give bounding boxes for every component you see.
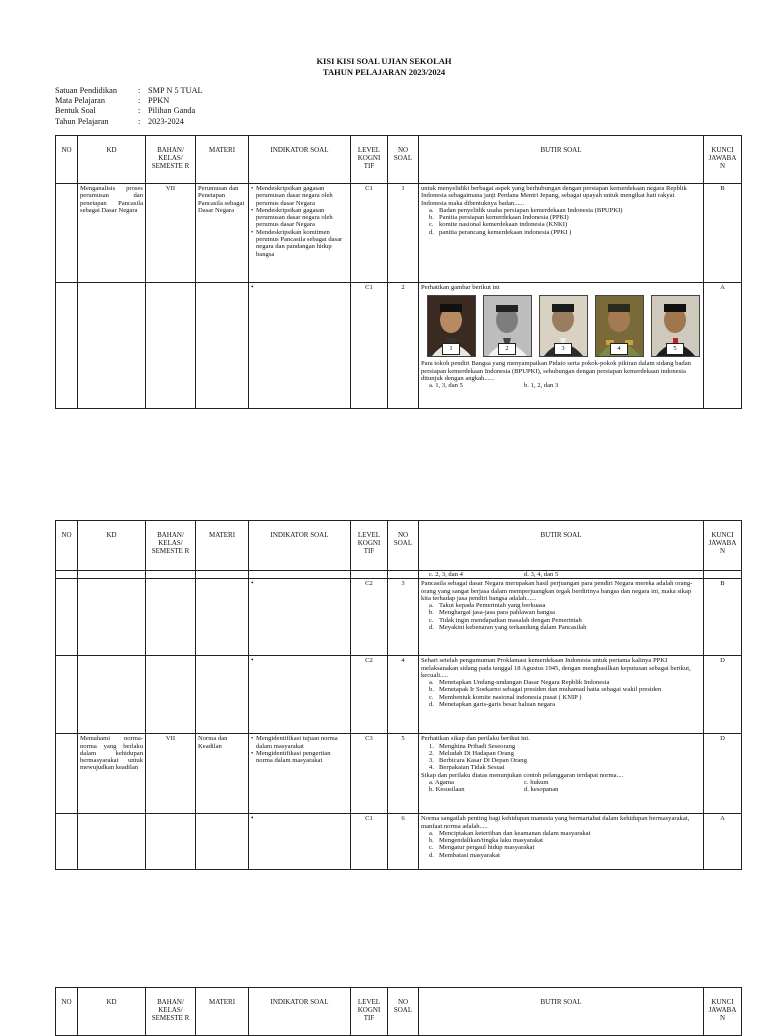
question-text: untuk menyelidiki berbagai aspek yang berhubungan dengan persiapan kemerdekaan negara Repblik Indonesia sebagaimana janji Perdana Mentri Jepang, sebagai upayah untuk mengikat hati rakyat Indonesia maka dibentuknya badan...... [421, 185, 687, 207]
option-a: a. Takut kepada Pemerintah yang berkuasa [429, 602, 546, 610]
header-materi: MATERI [196, 136, 249, 184]
options-row [421, 779, 701, 786]
kunci-cell: B [704, 184, 742, 283]
option-b: b. 1, 2, dan 3 [524, 382, 559, 390]
level-cell: C2 [351, 579, 388, 656]
option-c: c. 2, 3, dan 4 [429, 571, 463, 578]
founder-photo-2: 2 [483, 295, 532, 357]
bahan-cell: VII [146, 734, 196, 814]
table-row [56, 184, 742, 283]
table-row [56, 283, 742, 409]
meta-row-school: Satuan Pendidikan : SMP N 5 TUAL [55, 86, 203, 95]
document-title: KISI KISI SOAL UJIAN SEKOLAH [316, 56, 452, 66]
no-soal-cell: 3 [388, 579, 419, 656]
question-text: Norma sangatlah penting bagi kehidupan manusia yang bermartabat dalam kehidupan bermasyarakat, manfaat norma adalah..... [421, 815, 690, 830]
option-b: b. Mengendalikan/tingka laku masyarakat [429, 837, 543, 845]
option-a: a. Menciptakan ketertiban dan keamanan dalam masyarakat [429, 829, 591, 837]
kd-cell: Menganalisis proses perumusan dan penetapan Pancasila sebagai Dasar Negara [78, 184, 146, 283]
no-soal-cell: 1 [388, 184, 419, 283]
header-level: LEVEL KOGNI TIF [351, 136, 388, 184]
header-no: NO [56, 136, 78, 184]
indikator-item: • Mengidentifikasi tujuan norma dalam masyarakat [251, 735, 348, 750]
butir-cell [419, 734, 704, 814]
butir-cell [419, 814, 704, 870]
list-item: 4. Berpakaian Tidak Sesuai [429, 764, 505, 772]
kunci-cell: D [704, 656, 742, 734]
no-soal-cell: 4 [388, 656, 419, 734]
header-butir: BUTIR SOAL [419, 988, 704, 1036]
butir-cell [419, 579, 704, 656]
option-d: d. Meyakini kebenaran yang terkandung dalam Pancasilah [429, 624, 587, 632]
kunci-cell: A [704, 814, 742, 870]
header-butir: BUTIR SOAL [419, 136, 704, 184]
kunci-cell: D [704, 734, 742, 814]
indikator-cell [249, 184, 351, 283]
header-bahan: BAHAN/ KELAS/ SEMESTE R [146, 521, 196, 571]
header-butir: BUTIR SOAL [419, 521, 704, 571]
header-level: LEVEL KOGNI TIF [351, 988, 388, 1036]
bahan-cell: VII [146, 184, 196, 283]
options-row [421, 786, 701, 793]
table-row [56, 814, 742, 870]
header-level: LEVEL KOGNI TIF [351, 521, 388, 571]
butir-cell [419, 571, 704, 579]
header-kunci: KUNCI JAWABA N [704, 988, 742, 1036]
header-no-soal: NO SOAL [388, 136, 419, 184]
founder-photo-3: 3 [539, 295, 588, 357]
indikator-cell [249, 734, 351, 814]
question-text: Pancasila sebagai dasar Negara merupakan hasil perjuangan para pendiri Negara mereka adalah orang-orang yang sangat berjasa dalam memperjuangkan tegak berdirinya bangsa dan negara ini, maka sikap kita terhadap jasa pendiri bangsa adalah...... [421, 580, 693, 602]
document-subtitle: TAHUN PELAJARAN 2023/2024 [322, 67, 446, 77]
option-c: c. Tidak ingin mendapatkan masalah dengan Pemerintah [429, 616, 582, 624]
table-header-row [56, 521, 742, 571]
options-row [421, 571, 701, 578]
option-a: a. Badan penyelidik usaha persiapan kemerdekaan Indonesia (BPUPKI) [429, 206, 623, 214]
question-text: Para tokoh pendiri Bangsa yang menyampaikan Pidato serta pokok-pokok pikiran dalam sidang badan persiapan kemerdekaan Indonesia (BPUPKI), sehubungan dengan persiapan kemerdekaan indonesia ditunjuk dengan angkah...... [421, 360, 691, 382]
list-item: 1. Menghina Pribadi Seseorang [429, 742, 516, 750]
meta-row-subject: Mata Pelajaran : PPKN [55, 96, 170, 106]
indikator-item: • Mendeskripsikan gagasan perumusan dasar negara oleh perumus dasar Negara [251, 185, 348, 207]
option-c: c. hukum [524, 779, 549, 787]
kd-cell: Memahami norma-norma yang berlaku dalam kehidupan bermasyarakat untuk mewujudkan keadilan [78, 734, 146, 814]
header-no-soal: NO SOAL [388, 521, 419, 571]
header-kunci: KUNCI JAWABA N [704, 136, 742, 184]
table-row [56, 656, 742, 734]
level-cell: C2 [351, 656, 388, 734]
list-item: 3. Berbicara Kasar Di Depan Orang [429, 757, 527, 765]
identity-block [55, 86, 203, 127]
kunci-cell: B [704, 579, 742, 656]
question-text: Sikap dan perilaku diatas menunjukan contoh pelanggaran terdapat norma.... [421, 771, 624, 779]
founder-photo-1: 1 [427, 295, 476, 357]
option-a: a. 1, 3, dan 5 [429, 382, 463, 390]
option-c: c. Membentuk komite nasional indonesia pusat ( KNIP ) [429, 693, 582, 701]
indikator-cell: • [249, 656, 351, 734]
header-indikator: INDIKATOR SOAL [249, 136, 351, 184]
option-c: c. komite nasional kemerdekaan indonesia (KNKI) [429, 221, 568, 229]
table-header-row [56, 136, 742, 184]
indikator-item: • Mengidentifikasi pengertian norma dalam masyarakat [251, 750, 348, 765]
question-text: Sehari setelah pengumuman Proklamasi kemerdekaan Indonesia untuk pertama kalinya PPKI melaksanakan sidang pada tanggal 18 Agustus 1945, dengan menghasilkan keputusan sebagai berikut, kecuali..... [421, 657, 691, 679]
option-a: a. Agama [429, 779, 454, 787]
kisi-table-page1 [55, 135, 742, 409]
table-row [56, 571, 742, 579]
meta-value: SMP N 5 TUAL [148, 86, 203, 95]
no-soal-cell: 5 [388, 734, 419, 814]
header-kd: KD [78, 521, 146, 571]
kunci-cell: A [704, 283, 742, 409]
level-cell: C1 [351, 283, 388, 409]
meta-row-year: Tahun Pelajaran : 2023-2024 [55, 116, 184, 126]
option-d: d. Menetapkan garis-garis besar haluan negara [429, 701, 556, 709]
header-no: NO [56, 988, 78, 1036]
header-materi: MATERI [196, 988, 249, 1036]
kisi-table-page3 [55, 987, 742, 1036]
header-kd: KD [78, 136, 146, 184]
header-no: NO [56, 521, 78, 571]
table-header-row [56, 988, 742, 1036]
butir-cell [419, 184, 704, 283]
options-row [421, 382, 701, 389]
founder-photos [427, 295, 701, 357]
level-cell: C1 [351, 184, 388, 283]
header-indikator: INDIKATOR SOAL [249, 521, 351, 571]
header-materi: MATERI [196, 521, 249, 571]
list-item: 2. Meludah Di Hadapan Orang [429, 749, 514, 757]
materi-cell: Norma dan Keadilan [196, 734, 249, 814]
option-b: b. Kesusilaan [429, 786, 465, 794]
level-cell: C3 [351, 734, 388, 814]
no-soal-cell: 2 [388, 283, 419, 409]
header-indikator: INDIKATOR SOAL [249, 988, 351, 1036]
meta-value: 2023-2024 [148, 116, 184, 126]
header-kd: KD [78, 988, 146, 1036]
indikator-cell: • [249, 283, 351, 409]
option-b: b. Panitia persiapan kemerdekaan Indonesia (PPKI) [429, 214, 569, 222]
level-cell: C1 [351, 814, 388, 870]
indikator-item: • Mendeskripsikan gagasan perumusan dasar negara oleh perumus dasar Negara [251, 207, 348, 229]
option-c: c. Mengatur pergaul hidup masyarakat [429, 844, 535, 852]
option-d: d. Membatasi masyarakat [429, 851, 500, 859]
indikator-cell: • [249, 814, 351, 870]
question-intro: Perhatikan sikap dan perilaku berikut ini. [421, 735, 530, 743]
table-row [56, 579, 742, 656]
header-no-soal: NO SOAL [388, 988, 419, 1036]
no-soal-cell: 6 [388, 814, 419, 870]
header-bahan: BAHAN/ KELAS/ SEMESTE R [146, 136, 196, 184]
meta-value: Pilihan Ganda [148, 106, 196, 116]
option-d: d. panitia perancang kemerdekaan indonesia (PPKI ) [429, 228, 572, 236]
header-kunci: KUNCI JAWABA N [704, 521, 742, 571]
materi-cell: Perumusan dan Penetapan Pancasila sebagai Dasar Negara [196, 184, 249, 283]
founder-photo-4: 4 [595, 295, 644, 357]
kisi-table-page2 [55, 520, 742, 870]
option-b: b. Menetapak Ir Soekarno sebagai presiden dan muhamad hatta sebagai wakil presiden [429, 686, 662, 694]
option-d: d. kesopanan [524, 786, 559, 794]
indikator-cell: • [249, 579, 351, 656]
table-row [56, 734, 742, 814]
butir-cell [419, 656, 704, 734]
indikator-item: • Mendeskripsikan komitmen perumus Pancasila sebagai dasar negara dan pandangan hidup bangsa [251, 229, 348, 258]
meta-row-form: Bentuk Soal : Pilihan Ganda [55, 106, 196, 116]
founder-photo-5: 5 [651, 295, 700, 357]
meta-value: PPKN [148, 96, 170, 106]
butir-cell [419, 283, 704, 409]
option-b: b. Menghargai jasa-jasa para pahlawan bangsa [429, 609, 555, 617]
question-intro: Perhatikan gambar berikut ini [421, 284, 500, 291]
option-d: d. 3, 4, dan 5 [524, 571, 559, 578]
header-bahan: BAHAN/ KELAS/ SEMESTE R [146, 988, 196, 1036]
option-a: a. Menetapkan Undang-undangan Dasar Negara Repblik Indonesia [429, 679, 610, 687]
